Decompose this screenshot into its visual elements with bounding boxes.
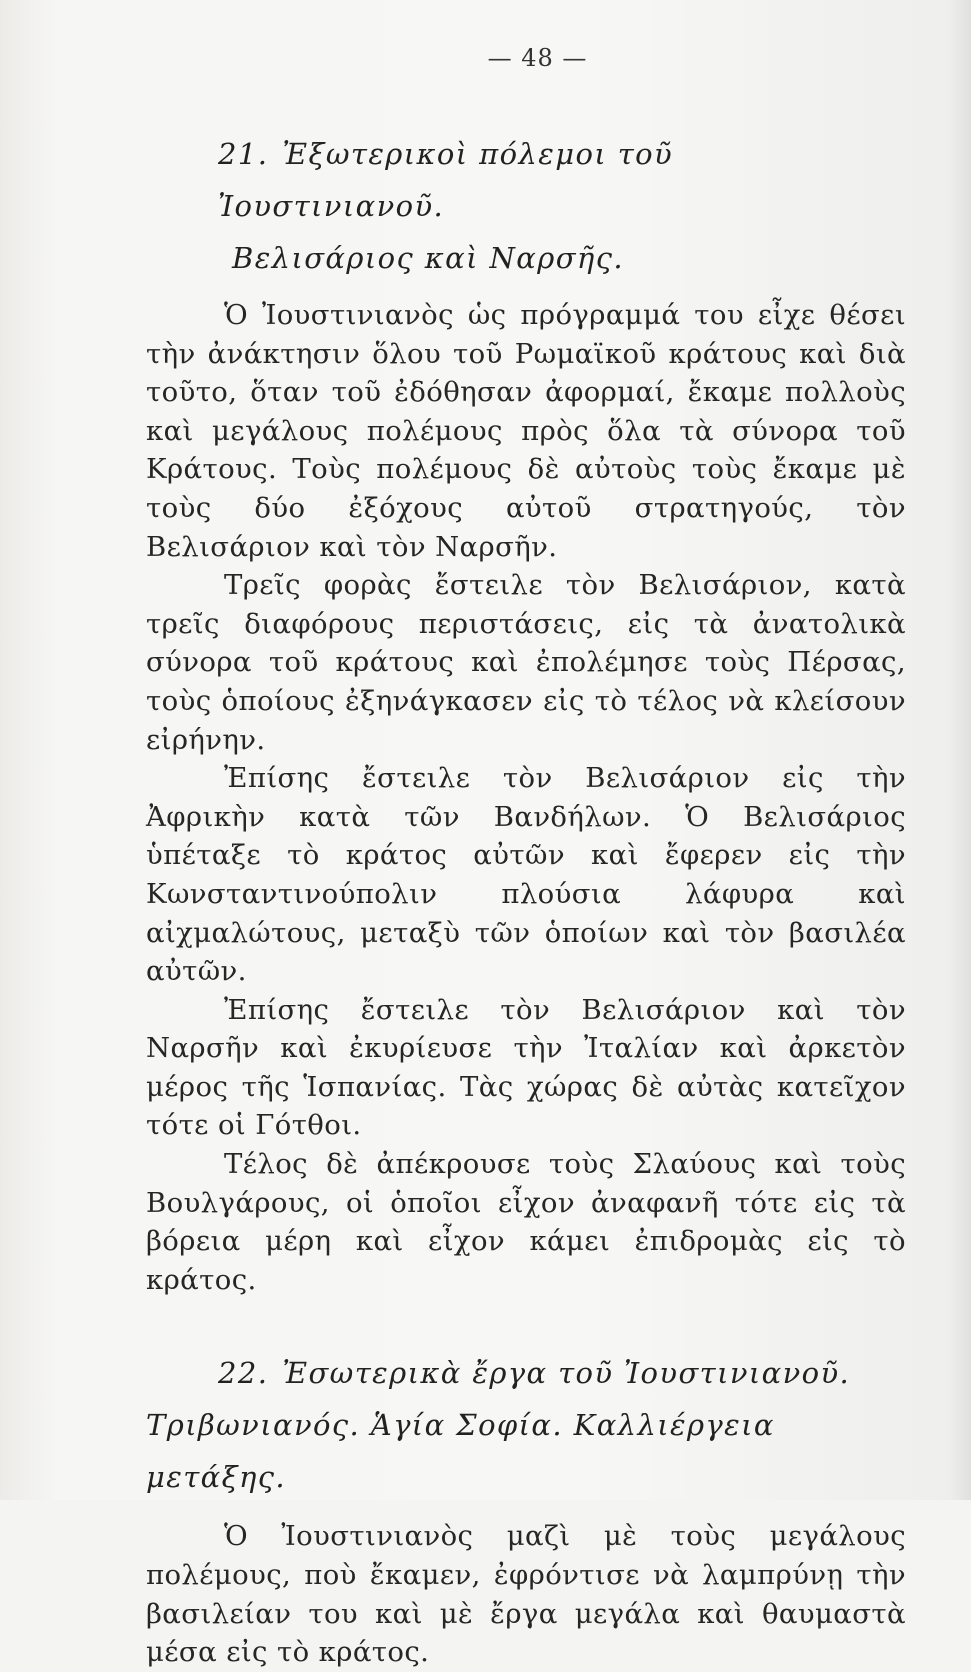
page-number: — 48 — xyxy=(487,44,588,72)
section-21-paragraph: Ἐπίσης ἔστειλε τὸν Βελισάριον καὶ τὸν Ναρσῆν καὶ ἐκυρίευσε τὴν Ἰταλίαν καὶ ἀρκετὸν μέρος τῆς Ἱσπανίας. Τὰς χώρας δὲ αὐτὰς κατεῖχον τότε οἱ Γότθοι. xyxy=(146,993,906,1142)
page-edge-shadow xyxy=(949,0,971,1500)
section-22-title: Ἐσωτερικὰ ἔργα τοῦ Ἰουστινιανοῦ. xyxy=(282,1356,851,1391)
section-21-number: 21. xyxy=(218,137,269,171)
section-22-number: 22. xyxy=(218,1356,269,1391)
section-21-paragraph: Τέλος δὲ ἀπέκρουσε τοὺς Σλαύους καὶ τοὺς Βουλγάρους, οἱ ὁποῖοι εἶχον ἀναφανῆ τότε εἰς τὰ βόρεια μέρη καὶ εἶχον κάμει ἐπιδρομὰς εἰς τὸ κράτος. xyxy=(146,1148,906,1296)
page-content xyxy=(146,128,906,1672)
section-21-heading xyxy=(218,128,906,232)
section-22-heading xyxy=(218,1347,906,1399)
section-21-title: Ἐξωτερικοὶ πόλεμοι τοῦ Ἰουστινιανοῦ. xyxy=(218,137,674,223)
section-21-paragraph: Τρεῖς φορὰς ἔστειλε τὸν Βελισάριον, κατὰ τρεῖς διαφόρους περιστάσεις, εἰς τὰ ἀνατολικὰ σύνορα τοῦ κράτους καὶ ἐπολέμησε τοὺς Πέρσας, τοὺς ὁποίους ἐξηνάγκασεν εἰς τὸ τέλος νὰ κλείσουν εἰρήνην. xyxy=(146,569,906,756)
section-21-paragraph: Ἐπίσης ἔστειλε τὸν Βελισάριον εἰς τὴν Ἀφρικὴν κατὰ τῶν Βανδήλων. Ὁ Βελισάριος ὑπέταξε τὸ κράτος αὐτῶν καὶ ἔφερεν εἰς τὴν Κωνσταντινούπολιν πλούσια λάφυρα καὶ αἰχμαλώτους, μεταξὺ τῶν ὁποίων καὶ τὸν βασιλέα αὐτῶν. xyxy=(146,762,906,988)
section-22-paragraph: Ὁ Ἰουστινιανὸς μαζὶ μὲ τοὺς μεγάλους πολέμους, ποὺ ἔκαμεν, ἐφρόντισε νὰ λαμπρύνῃ τὴν βασιλείαν του καὶ μὲ ἔργα μεγάλα καὶ θαυμαστὰ μέσα εἰς τὸ κράτος. xyxy=(146,1520,906,1669)
section-21-subtitle: Βελισάριος καὶ Ναρσῆς. xyxy=(232,241,624,275)
section-22-subtitle: Τριβωνιανός. Ἁγία Σοφία. Καλλιέργεια μετάξης. xyxy=(146,1408,775,1495)
section-21-paragraph: Ὁ Ἰουστινιανὸς ὡς πρόγραμμά του εἶχε θέσει τὴν ἀνάκτησιν ὅλου τοῦ Ρωμαϊκοῦ κράτους καὶ διὰ τοῦτο, ὅταν τοῦ ἐδόθησαν ἀφορμαί, ἔκαμε πολλοὺς καὶ μεγάλους πολέμους πρὸς ὅλα τὰ σύνορα τοῦ Κράτους. Τοὺς πολέμους δὲ αὐτοὺς τοὺς ἔκαμε μὲ τοὺς δύο ἐξόχους αὐτοῦ στρατηγούς, τὸν Βελισάριον καὶ τὸν Ναρσῆν. xyxy=(146,299,906,563)
